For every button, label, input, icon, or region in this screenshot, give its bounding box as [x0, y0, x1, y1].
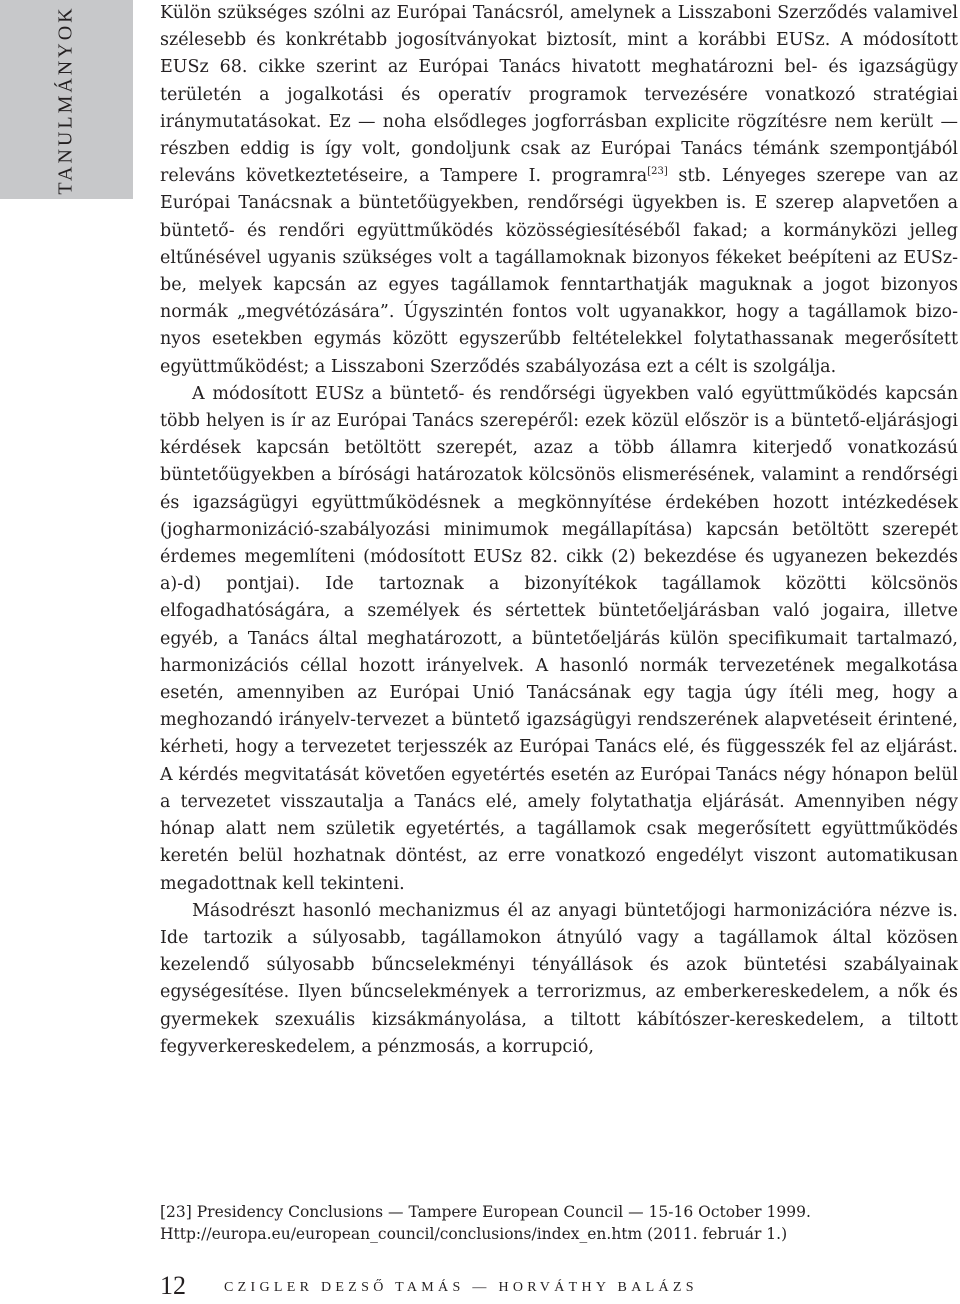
running-authors: CZIGLER DEZSŐ TAMÁS — HORVÁTHY BALÁZS [224, 1280, 698, 1295]
footnote-23-line-1: [23] Presidency Conclusions — Tampere European Council — 15-16 October 1999. [160, 1203, 811, 1221]
section-tab [0, 0, 133, 199]
paragraph-1 [160, 0, 958, 381]
paragraph-1-text-b: stb. Lényeges szerepe van az Európai Tanácsnak a büntetőügyekben, rendőrségi ügyekben is. E szerep alapvetően a büntető- és rendőri együttműködés közösségiesítéséből fakad; a kormányközi jelleg eltűnésével ugyanis szükséges volt a tagállamoknak bizonyos fékeket beépíteni az EUSz-be, melyek kapcsán az egyes tagállamok fenntarthatják maguknak a jogot bizonyos normák „megvétózására”. Úgyszintén fontos volt ugyanakkor, hogy a tagállamok bizonyos esetekben egymás között egyszerűbb feltételekkel folytathassanak megerősített együttműködést; a Lisszaboni Szerződés szabályozása ezt a célt is szolgálja. [160, 166, 958, 377]
paragraph-3: Másodrészt hasonló mechanizmus él az anyagi büntetőjogi harmonizációra nézve is. Ide tartozik a súlyosabb, tagállamokon átnyúló vagy a tagállamok által közösen kezelendő súlyosabb bűncselekményi tényállások és azok büntetési szabályainak egységesítése. Ilyen bűncselekmények a terrorizmus, az emberkereskedelem, a nők és gyermekek szexuális kizsákmányolása, a tiltott kábítószer-kereskedelem, a tiltott fegyverkereskedelem, a pénzmosás, a korrupció, [160, 900, 958, 1057]
footnotes [160, 1201, 958, 1245]
section-tab-label: TANULMÁNYOK [54, 5, 77, 195]
paragraph-1-text-a: Külön szükséges szólni az Európai Tanácsról, amelynek a Lisszaboni Szerződés valamivel szélesebb és konkrétabb jogosítványokat biztosít, mint a korábbi EUSz. A módosított EUSz 68. cikke szerint az Európai Tanács hivatott meghatározni bel- és igazságügy területén a jogalkotási és operatív programok tervezésére vonatkozó stratégiai iránymutatásokat. Ez — noha elsődleges jogforrásban explicite rögzítésre nem került — részben eddig is így volt, gondoljunk csak az Európai Tanács témánk szempontjából releváns következtetéseire, a Tampere I. programra [160, 3, 958, 187]
page-footer [160, 1271, 958, 1304]
body-text [160, 0, 958, 1061]
footnote-23-line-2[interactable]: Http://europa.eu/european_council/conclusions/index_en.htm (2011. február 1.) [160, 1225, 788, 1243]
page-number: 12 [160, 1271, 186, 1300]
footnote-ref-23[interactable]: [23] [647, 166, 668, 178]
paragraph-2: A módosított EUSz a büntető- és rendőrségi ügyekben való együttműködés kapcsán több helyen is ír az Európai Tanács szerepéről: ezek közül először is a büntető-eljárásjogi kérdések kapcsán betöltött szerepét, azaz a több államra kiterjedő vonatkozású büntetőügyekben a bírósági határozatok kölcsönös elismerésének, valamint a rendőrségi és igazságügyi együttműködésnek a megkönnyítése érdekében hozott intézkedések (jogharmonizáció-szabályozási minimumok megállapítása) kapcsán betöltött szerepét érdemes megemlíteni (módosított EUSz 82. cikk (2) bekezdése és ugyanezen bekezdés a)-d) pontjai). Ide tartoznak a bizonyítékok tagállamok közötti kölcsönös elfogadhatóságára, a személyek és sértettek büntetőeljárásban való jogaira, illetve egyéb, a Tanács által meghatározott, a büntetőeljárás külön specifikumait tartalmazó, harmonizációs céllal hozott irányelvek. A hasonló normák tervezetének megalkotása esetén, amennyiben az Európai Unió Tanácsának egy tagja úgy ítéli meg, hogy a meghozandó irányelv-tervezet a büntető igazságügyi rendszerének alapvetéseit érintené, kérheti, hogy a tervezetet terjesszék az Európai Tanács elé, és függesszék fel az eljárást. A kérdés megvitatását követően egyetértés esetén az Európai Tanács négy hónapon belül a tervezetet visszautalja a Tanács elé, amely folytathatja eljárását. Amennyiben négy hónap alatt nem születik egyetértés, a tagállamok csak megerősített együttműködés keretén belül hozhatnak döntést, az erre vonatkozó engedélyt viszont automatikusan megadottnak kell tekinteni. [160, 383, 958, 894]
